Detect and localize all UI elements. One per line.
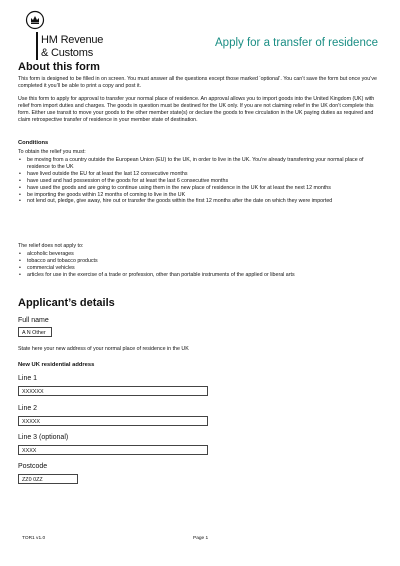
about-use-text: Use this form to apply for approval to transfer your normal place of residence. An approval allows you to import goods into the United Kingdom (UK) with relief from import duties and charges. The goods in question must be destined for the UK only. If you are not claiming relief in the UK don’t complete this form. Either use transit to move your goods to the other member state(s) or declare the goods to free circulation in the UK paying duties as required and claim retrospective transfer of residence in your member state of destination.: [18, 96, 375, 123]
postcode-field[interactable]: ZZ0 0ZZ: [18, 474, 78, 484]
list-item: • commercial vehicles: [18, 265, 382, 272]
about-intro-text: This form is designed to be filled in on screen. You must answer all the questions except those marked ‘optional’. You can’t save the form but once you’ve completed it you’ll be able to print a copy and post it.: [18, 76, 377, 89]
logo-text-line2: & Customs: [41, 47, 93, 59]
not-apply-intro-text: The relief does not apply to:: [18, 243, 84, 249]
address-prompt-text: State here your new address of your normal place of residence in the UK: [18, 346, 189, 352]
not-apply-list: [18, 251, 382, 279]
obtain-intro-text: To obtain the relief you must:: [18, 149, 86, 155]
list-item: • alcoholic beverages: [18, 251, 382, 258]
page-number: Page 1: [193, 536, 209, 541]
form-title: Apply for a transfer of residence: [215, 37, 378, 49]
address-line1-field[interactable]: XXXXXX: [18, 386, 208, 396]
address-heading: New UK residential address: [18, 362, 95, 368]
list-item: • have used the goods and are going to continue using them in the new place of residence in the UK for at least the next 12 months: [18, 185, 382, 192]
address-line2-label: Line 2: [18, 405, 38, 412]
full-name-field[interactable]: A N Other: [18, 327, 52, 337]
address-line2-field[interactable]: XXXXX: [18, 416, 208, 426]
address-line3-field[interactable]: XXXX: [18, 445, 208, 455]
royal-crest-icon: [25, 10, 45, 30]
form-reference: TOR1 v1.0: [22, 536, 46, 541]
about-heading: About this form: [18, 61, 100, 73]
postcode-label: Postcode: [18, 463, 48, 470]
list-item: • have used and had possession of the goods for at least the last 6 consecutive months: [18, 178, 382, 185]
applicant-heading: Applicant’s details: [18, 297, 115, 309]
logo-text-line1: HM Revenue: [41, 34, 104, 46]
list-item: • not lend out, pledge, give away, hire out or transfer the goods within the first 12 months after the date on which they were imported: [18, 198, 382, 205]
list-item: • have lived outside the EU for at least the last 12 consecutive months: [18, 171, 382, 178]
obtain-conditions-list: [18, 157, 382, 205]
address-line1-label: Line 1: [18, 375, 38, 382]
address-line3-label: Line 3 (optional): [18, 434, 69, 441]
full-name-label: Full name: [18, 317, 49, 324]
list-item: • articles for use in the exercise of a trade or profession, other than portable instruments of the applied or liberal arts: [18, 272, 382, 279]
conditions-heading: Conditions: [18, 140, 49, 146]
list-item: • be importing the goods within 12 months of coming to live in the UK: [18, 192, 382, 199]
list-item: • tobacco and tobacco products: [18, 258, 382, 265]
logo-bar: [36, 32, 38, 60]
list-item: • be moving from a country outside the European Union (EU) to the UK, in order to live in the UK. You’re already transferring your normal place of residence to the UK: [18, 157, 382, 171]
